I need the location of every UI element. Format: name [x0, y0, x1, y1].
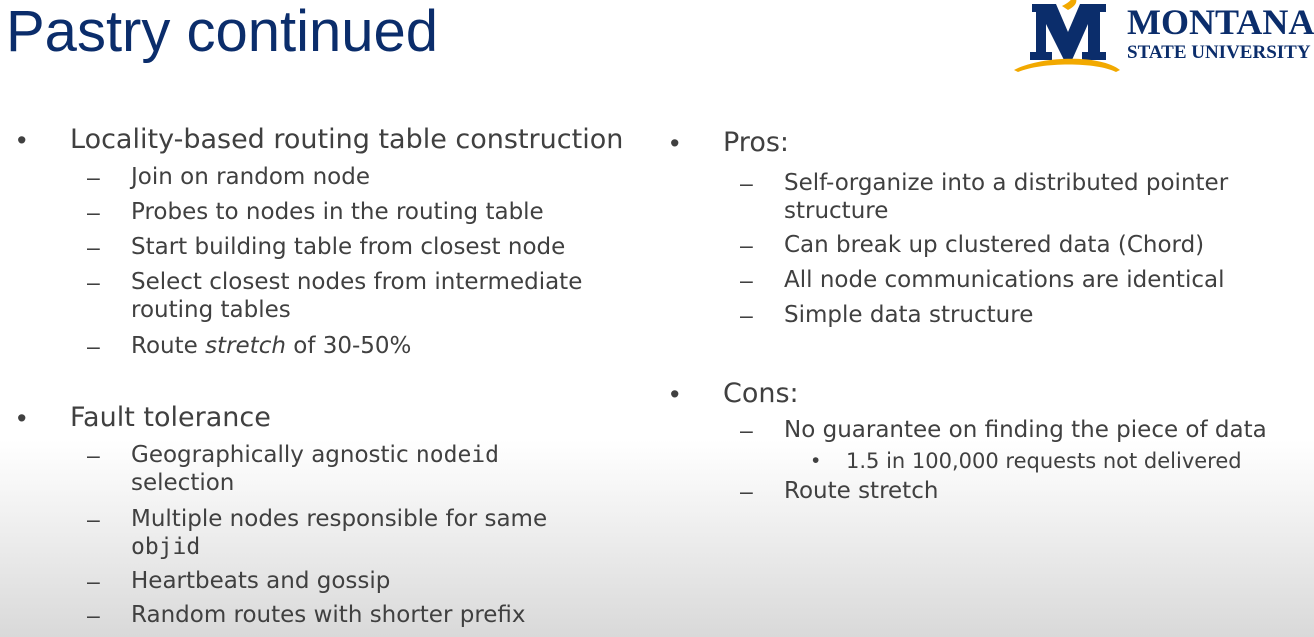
code-objid: objid [131, 534, 201, 560]
list-item: All node communications are identical [784, 267, 1225, 293]
dash-icon: – [87, 199, 100, 225]
dash-icon: – [740, 302, 753, 328]
fault-tolerance-heading: Fault tolerance [70, 402, 271, 433]
dash-icon: – [87, 602, 100, 628]
dash-icon: – [740, 267, 753, 293]
bullet-icon: • [670, 128, 680, 158]
list-item-stretch [131, 332, 411, 360]
montana-m-logo-icon [1010, 0, 1127, 75]
pros-heading: Pros: [723, 127, 789, 158]
list-item: Start building table from closest node [131, 234, 566, 260]
dash-icon: – [87, 234, 100, 260]
list-item: Can break up clustered data (Chord) [784, 232, 1205, 258]
dash-icon: – [87, 506, 100, 532]
cons-heading: Cons: [723, 378, 799, 409]
list-item: No guarantee on finding the piece of data [784, 417, 1267, 443]
list-item: Self-organize into a distributed pointer [784, 170, 1229, 196]
bullet-icon: • [17, 403, 27, 433]
logo-wordmark-montana: MONTANA [1127, 2, 1314, 42]
stretch-text-post: of 30-50% [285, 333, 412, 359]
dash-icon: – [740, 232, 753, 258]
dash-icon: – [87, 568, 100, 594]
sub-list-item: 1.5 in 100,000 requests not delivered [846, 449, 1242, 473]
list-item: Random routes with shorter prefix [131, 602, 526, 628]
list-item: Probes to nodes in the routing table [131, 199, 544, 225]
stretch-text-emphasis: stretch [205, 333, 286, 359]
list-item-text: Geographically agnostic [131, 442, 416, 468]
list-item: Multiple nodes responsible for same [131, 506, 548, 532]
slide-title: Pastry continued [6, 0, 439, 64]
dash-icon: – [87, 333, 100, 359]
list-item-continuation: selection [131, 470, 235, 496]
dash-icon: – [87, 442, 100, 468]
list-item: Simple data structure [784, 302, 1034, 328]
dash-icon: – [87, 269, 100, 295]
code-nodeid: nodeid [415, 442, 499, 468]
bullet-icon: • [670, 379, 680, 409]
dash-icon: – [740, 478, 753, 504]
list-item: Route stretch [784, 478, 939, 504]
dash-icon: – [87, 164, 100, 190]
dash-icon: – [740, 417, 753, 443]
locality-heading: Locality-based routing table construction [70, 124, 624, 155]
list-item: Select closest nodes from intermediate [131, 269, 583, 295]
bullet-icon: • [812, 449, 820, 472]
university-logo [1010, 0, 1314, 75]
list-item: Heartbeats and gossip [131, 568, 391, 594]
bullet-icon: • [17, 125, 27, 155]
logo-wordmark-state-university: STATE UNIVERSITY [1127, 42, 1311, 63]
list-item: Join on random node [131, 164, 371, 190]
dash-icon: – [740, 170, 753, 196]
list-item [131, 441, 499, 469]
list-item-continuation: structure [784, 198, 889, 224]
list-item-continuation: routing tables [131, 297, 291, 323]
stretch-text-pre: Route [131, 333, 206, 359]
